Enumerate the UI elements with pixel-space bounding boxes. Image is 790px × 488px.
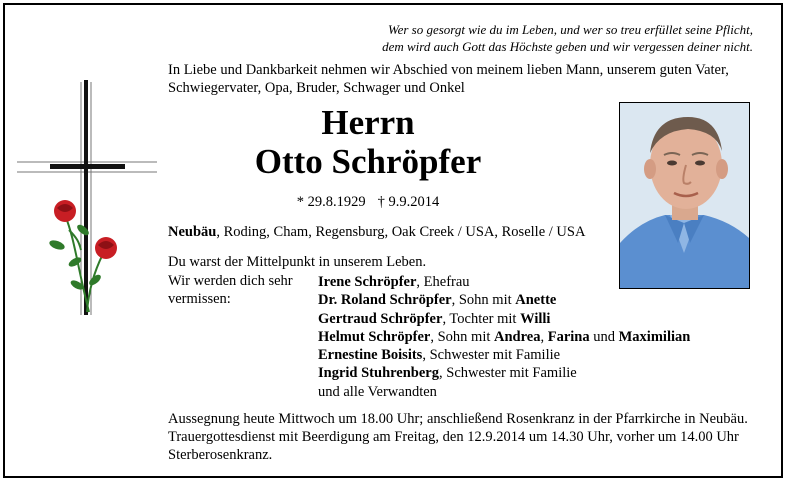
intro-line-2: Schwiegervater, Opa, Bruder, Schwager und Onkel: [168, 80, 465, 96]
family-member-name: Anette: [515, 292, 557, 309]
family-member-row: [318, 328, 758, 346]
service-line-1: Aussegnung heute Mittwoch um 18.00 Uhr; anschließend Rosenkranz in der Pfarrkirche in Neubäu.: [168, 411, 748, 427]
cross-with-roses-icon: [17, 80, 167, 320]
family-relation-text: ,: [540, 328, 548, 345]
miss-line-1: Wir werden dich sehr: [168, 273, 293, 289]
family-member-name: Irene Schröpfer: [318, 274, 417, 290]
family-relation-text: , Schwester mit Familie: [422, 347, 561, 364]
service-line-2: Trauergottesdienst mit Beerdigung am Freitag, den 12.9.2014 um 14.30 Uhr, vorher um 14.00 Uhr: [168, 429, 739, 445]
center-of-life-text: Du warst der Mittelpunkt in unserem Leben.: [168, 254, 427, 270]
family-member-name: Farina: [547, 328, 590, 345]
family-member-name: Dr. Roland Schröpfer: [318, 292, 452, 309]
family-relation-text: und alle Verwandten: [318, 383, 437, 400]
quote-line-1: Wer so gesorgt wie du im Leben, und wer so treu erfüllet seine Pflicht,: [387, 22, 753, 37]
family-member-name: Helmut Schröpfer: [318, 328, 431, 345]
death-date: † 9.9.2014: [377, 194, 440, 210]
deceased-name: Otto Schröpfer: [254, 142, 482, 181]
quote-line-2: dem wird auch Gott das Höchste geben und wir vergessen deiner nicht.: [382, 39, 753, 54]
family-member-name: Gertraud Schröpfer: [318, 310, 443, 327]
portrait-icon: [620, 103, 749, 288]
service-details: [168, 410, 773, 464]
intro-text: [168, 61, 768, 97]
family-relation-text: , Sohn mit: [451, 292, 516, 309]
family-list: [318, 273, 758, 401]
service-line-3: Sterberosenkranz.: [168, 447, 273, 463]
family-relation-text: , Sohn mit: [430, 328, 495, 345]
family-member-name: Maximilian: [618, 328, 691, 345]
miss-text: [168, 273, 313, 308]
home-town: Neubäu: [168, 224, 217, 240]
family-member-name: Ingrid Stuhrenberg: [318, 365, 439, 382]
family-member-row: [318, 346, 758, 364]
family-member-row: [318, 383, 758, 401]
salutation: Herrn: [321, 103, 415, 142]
life-dates: [168, 194, 568, 211]
family-member-name: Andrea: [494, 328, 541, 345]
birth-date: * 29.8.1929: [296, 194, 366, 210]
family-member-row: [318, 310, 758, 328]
family-relation-text: , Tochter mit: [442, 310, 521, 327]
family-relation-text: , Ehefrau: [416, 274, 470, 290]
family-member-row: [318, 291, 758, 309]
miss-line-2: vermissen:: [168, 290, 231, 307]
places-line: [168, 224, 608, 241]
family-relation-text: , Schwester mit Familie: [439, 365, 577, 382]
family-relation-text: und: [589, 328, 619, 345]
portrait-photo: [619, 102, 750, 289]
family-member-name: Ernestine Boisits: [318, 347, 423, 364]
family-member-row: [318, 364, 758, 382]
obituary-notice: [3, 3, 783, 478]
intro-line-1: In Liebe und Dankbarkeit nehmen wir Abschied von meinem lieben Mann, unserem guten Vater,: [168, 62, 729, 78]
family-member-name: Willi: [520, 310, 551, 327]
other-places: , Roding, Cham, Regensburg, Oak Creek / USA, Roselle / USA: [216, 224, 586, 240]
memorial-quote: [193, 21, 753, 55]
